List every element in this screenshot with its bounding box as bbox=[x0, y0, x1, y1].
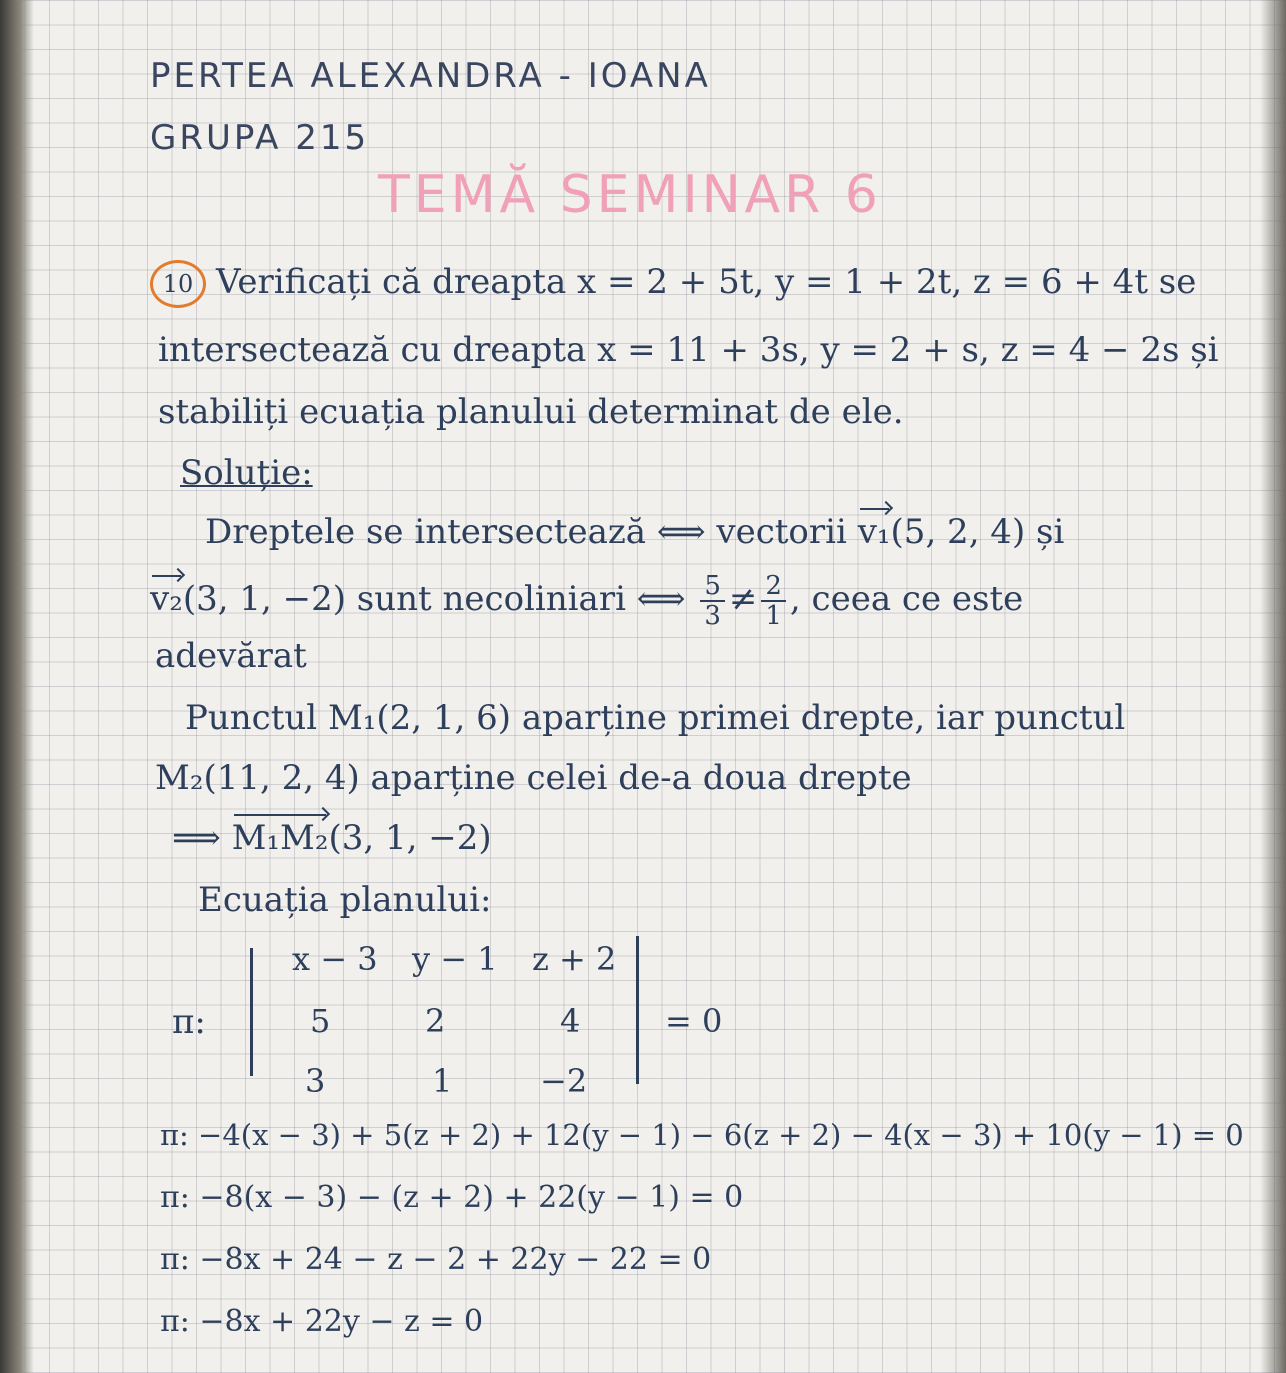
vector-v1-coords: (5, 2, 4) și bbox=[890, 512, 1065, 552]
solution-line-1 bbox=[205, 512, 1064, 552]
det-r2-c1: 5 bbox=[310, 1002, 331, 1040]
solution-text-1a: Dreptele se intersectează ⟺ vectorii bbox=[205, 512, 847, 552]
det-r2-c2: 2 bbox=[425, 1002, 446, 1040]
exercise-line-1 bbox=[150, 260, 1196, 308]
vector-m1m2-coords: (3, 1, −2) bbox=[328, 818, 492, 858]
page-edge-shadow bbox=[1260, 0, 1286, 1373]
page-title: TEMĂ SEMINAR 6 bbox=[378, 165, 882, 225]
notebook-binding bbox=[0, 0, 34, 1373]
solution-line-2 bbox=[150, 572, 1023, 630]
solution-line-3: adevărat bbox=[155, 636, 307, 676]
step-4-final: π: −8x + 22y − z = 0 bbox=[160, 1304, 484, 1339]
det-r3-c3: −2 bbox=[540, 1062, 588, 1100]
vector-v2-coords: (3, 1, −2) sunt necoliniari ⟺ bbox=[182, 579, 686, 619]
fraction-1-denominator: 3 bbox=[704, 601, 721, 631]
not-equal-sign: ≠ bbox=[728, 579, 758, 619]
step-2: π: −8(x − 3) − (z + 2) + 22(y − 1) = 0 bbox=[160, 1180, 744, 1215]
solution-line-6 bbox=[172, 818, 492, 858]
exercise-number-badge: 10 bbox=[150, 260, 206, 308]
solution-line-5: M₂(11, 2, 4) aparține celei de-a doua drepte bbox=[155, 758, 912, 798]
fraction-2-1 bbox=[761, 572, 786, 630]
fraction-2-numerator: 2 bbox=[761, 572, 786, 602]
vector-v2: v₂ bbox=[150, 579, 183, 619]
vector-m1m2: M₁M₂ bbox=[231, 818, 329, 858]
det-r1-c1: x − 3 bbox=[292, 940, 378, 978]
step-1: π: −4(x − 3) + 5(z + 2) + 12(y − 1) − 6(z + 2) − 4(x − 3) + 10(y − 1) = 0 bbox=[160, 1118, 1244, 1152]
solution-heading: Soluție: bbox=[180, 453, 313, 493]
exercise-text-1: Verificați că dreapta x = 2 + 5t, y = 1 + 2t, z = 6 + 4t se bbox=[216, 262, 1197, 302]
determinant-right-bar bbox=[636, 936, 639, 1084]
fraction-1-numerator: 5 bbox=[700, 572, 725, 602]
implies-arrow: ⟹ bbox=[172, 818, 221, 858]
solution-line-4: Punctul M₁(2, 1, 6) aparține primei drepte, iar punctul bbox=[185, 698, 1126, 738]
step-3: π: −8x + 24 − z − 2 + 22y − 22 = 0 bbox=[160, 1242, 712, 1277]
det-r3-c2: 1 bbox=[432, 1062, 453, 1100]
vector-v1: v₁ bbox=[857, 512, 891, 552]
det-r2-c3: 4 bbox=[560, 1002, 581, 1040]
plane-equation-heading: Ecuația planului: bbox=[198, 880, 492, 920]
pi-label: π: bbox=[172, 1002, 206, 1042]
exercise-line-2: intersectează cu dreapta x = 11 + 3s, y = 2 + s, z = 4 − 2s și bbox=[158, 330, 1219, 370]
solution-text-1-end: , ceea ce este bbox=[789, 579, 1024, 619]
fraction-2-denominator: 1 bbox=[765, 601, 782, 631]
det-r3-c1: 3 bbox=[305, 1062, 326, 1100]
student-group: GRUPA 215 bbox=[150, 118, 370, 158]
exercise-line-3: stabiliți ecuația planului determinat de ele. bbox=[158, 392, 904, 432]
student-name: PERTEA ALEXANDRA - IOANA bbox=[150, 56, 711, 96]
determinant-rhs: = 0 bbox=[665, 1002, 723, 1040]
det-r1-c3: z + 2 bbox=[532, 940, 617, 978]
det-r1-c2: y − 1 bbox=[412, 940, 498, 978]
fraction-5-3 bbox=[700, 572, 725, 630]
determinant-left-bar bbox=[250, 948, 253, 1076]
